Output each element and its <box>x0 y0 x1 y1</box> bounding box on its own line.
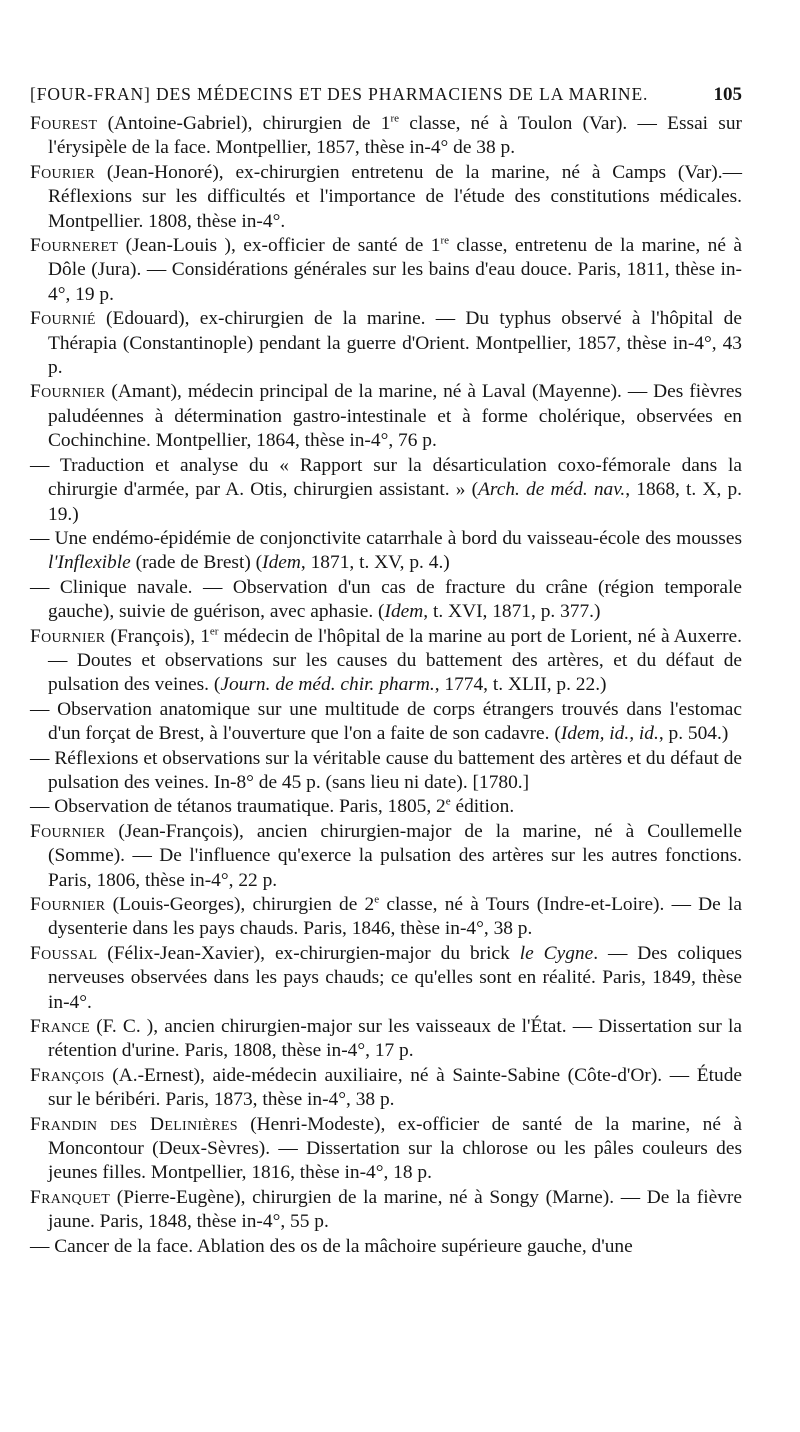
entry-text: — Observation anatomique sur une multitude de corps étrangers trouvés dans l'estomac d'un forçat de Brest, à l'ouverture que l'on a faite de son cadavre. ( <box>30 698 742 745</box>
header-title: [FOUR-FRAN] DES MÉDECINS ET DES PHARMACIENS DE LA MARINE. <box>30 84 649 104</box>
running-header <box>30 84 742 106</box>
bibliography-entry <box>30 112 742 161</box>
sub-entry <box>30 1235 742 1259</box>
entry-text: classe, né à Toulon (Var). — Essai sur l'érysipèle de la face. Montpellier, 1857, thèse in-4° de 38 p. <box>48 113 742 159</box>
author-surname: Fournié <box>30 308 96 330</box>
italic-citation: Idem <box>384 601 424 623</box>
entry-list <box>30 112 742 1259</box>
entry-text: (Pierre-Eugène), chirurgien de la marine, né à Songy (Marne). — De la fièvre jaune. Paris, 1848, thèse in-4°, 55 p. <box>48 1186 742 1233</box>
bibliography-entry <box>30 234 742 307</box>
entry-text: — Cancer de la face. Ablation des os de la mâchoire supérieure gauche, d'une <box>30 1235 633 1257</box>
entry-text: édition. <box>450 796 515 818</box>
superscript: e <box>374 893 380 906</box>
entry-text: (Jean-François), ancien chirurgien-major de la marine, né à Coullemelle (Somme). — De l'influence qu'exerce la pulsation des artères sur les autres fonctions. Paris, 1806, thèse in-4°, 22 p. <box>48 820 742 891</box>
bibliography-entry <box>30 1186 742 1235</box>
bibliography-entry <box>30 893 742 942</box>
bibliography-entry <box>30 1064 742 1113</box>
entry-text: (Antoine-Gabriel), chirurgien de 1 <box>107 113 391 134</box>
author-surname: Fournier <box>30 381 106 403</box>
entry-text: (F. C. ), ancien chirurgien-major sur les vaisseaux de l'État. — Dissertation sur la rétention d'urine. Paris, 1808, thèse in-4°, 17 p. <box>48 1016 742 1062</box>
bibliography-entry <box>30 307 742 380</box>
author-surname: France <box>30 1016 91 1038</box>
superscript: re <box>440 234 449 247</box>
sub-entry <box>30 747 742 796</box>
sub-entry <box>30 527 742 576</box>
entry-text: médecin de l'hôpital de la marine au port de Lorient, né à Auxerre. — Doutes et observations sur les causes du battement des artères, et du défaut de pulsation des veines. ( <box>48 625 742 696</box>
author-surname: François <box>30 1064 105 1086</box>
entry-text: — Une endémo-épidémie de conjonctivite catarrhale à bord du vaisseau-école des mousses <box>30 527 742 549</box>
entry-text: — Réflexions et observations sur la véritable cause du battement des artères et du défaut de pulsation des veines. In-8° de 45 p. (sans lieu ni date). [1780.] <box>30 747 742 793</box>
author-surname: Fournier <box>30 625 106 647</box>
author-surname: Fourneret <box>30 235 119 257</box>
entry-text: (Félix-Jean-Xavier), ex-chirurgien-major du brick <box>107 942 520 964</box>
entry-text: (Jean-Honoré), ex-chirurgien entretenu de la marine, né à Camps (Var).— Réflexions sur les difficultés et l'importance de l'étude des constitutions médicales. Montpellier. 1808, thèse in-4°. <box>48 161 742 232</box>
entry-text: (Jean-Louis ), ex-officier de santé de 1 <box>125 235 441 257</box>
superscript: re <box>390 112 400 125</box>
entry-text: classe, né à Tours (Indre-et-Loire). — De la dysenterie dans les pays chauds. Paris, 1846, thèse in-4°, 38 p. <box>48 894 742 940</box>
entry-text: (Edouard), ex-chirurgien de la marine. — Du typhus observé à l'hôpital de Thérapia (Constantinople) pendant la guerre d'Orient. Montpellier, 1857, thèse in-4°, 43 p. <box>48 308 742 379</box>
entry-text: , 1774, t. XLII, p. 22.) <box>434 674 607 696</box>
entry-text: (Louis-Georges), chirurgien de 2 <box>112 894 375 915</box>
bibliography-entry <box>30 1015 742 1064</box>
author-surname: Fourest <box>30 113 98 134</box>
entry-text: , t. XVI, 1871, p. 377.) <box>423 601 601 623</box>
entry-text: , 1868, t. X, p. 19.) <box>48 479 742 525</box>
author-surname: Fourier <box>30 161 95 183</box>
bibliography-entry <box>30 625 742 698</box>
bibliography-entry <box>30 820 742 893</box>
author-surname: Fournier <box>30 820 106 842</box>
superscript: er <box>209 625 219 638</box>
bibliography-entry <box>30 380 742 453</box>
sub-entry <box>30 698 742 747</box>
italic-citation: le Cygne <box>519 942 594 964</box>
entry-text: , 1871, t. XV, p. 4.) <box>300 552 450 574</box>
italic-citation: Journ. de méd. chir. pharm. <box>220 674 435 696</box>
sub-entry <box>30 454 742 527</box>
page-number: 105 <box>713 84 742 105</box>
author-surname: Foussal <box>30 942 98 964</box>
entry-text: . — Des coliques nerveuses observées dans les pays chauds; ce qu'elles sont en réalité. Paris, 1849, thèse in-4°. <box>48 942 743 1013</box>
bibliography-entry <box>30 161 742 234</box>
entry-text: — Observation de tétanos traumatique. Paris, 1805, 2 <box>30 796 446 818</box>
author-surname: Franquet <box>30 1186 111 1208</box>
entry-text: — Clinique navale. — Observation d'un cas de fracture du crâne (région temporale gauche), suivie de guérison, avec aphasie. ( <box>30 576 742 623</box>
entry-text: (rade de Brest) ( <box>130 552 263 574</box>
italic-citation: l'Inflexible <box>48 552 131 574</box>
bibliography-entry <box>30 942 742 1015</box>
italic-citation: Arch. de méd. nav. <box>478 479 626 501</box>
italic-citation: Idem <box>262 552 301 574</box>
superscript: e <box>445 795 451 808</box>
entry-text: — Traduction et analyse du « Rapport sur la désarticulation coxo-fémorale dans la chirurgie d'armée, par A. Otis, chirurgien assistant. » ( <box>30 454 742 501</box>
entry-text: , p. 504.) <box>658 723 729 745</box>
author-surname: Fournier <box>30 894 106 915</box>
bibliography-entry <box>30 1113 742 1186</box>
author-surname: Frandin des Delinières <box>30 1113 238 1135</box>
entry-text: (Henri-Modeste), ex-officier de santé de la marine, né à Moncontour (Deux-Sèvres). — Dissertation sur la chlorose ou les pâles couleurs des jeunes filles. Montpellier, 1816, thèse in-4°, 18 p. <box>48 1113 742 1184</box>
entry-text: (Amant), médecin principal de la marine, né à Laval (Mayenne). — Des fièvres paludéennes à détermination gastro-intestinale et à forme cholérique, observées en Cochinchine. Montpellier, 1864, thèse in-4°, 76 p. <box>48 381 743 452</box>
entry-text: (François), 1 <box>110 625 210 647</box>
sub-entry <box>30 795 742 819</box>
sub-entry <box>30 576 742 625</box>
entry-text: (A.-Ernest), aide-médecin auxiliaire, né à Sainte-Sabine (Côte-d'Or). — Étude sur le béribéri. Paris, 1873, thèse in-4°, 38 p. <box>48 1064 742 1111</box>
italic-citation: Idem, id., id. <box>560 723 659 745</box>
entry-text: classe, entretenu de la marine, né à Dôle (Jura). — Considérations générales sur les bains d'eau douce. Paris, 1811, thèse in-4°, 19 p. <box>48 235 742 305</box>
